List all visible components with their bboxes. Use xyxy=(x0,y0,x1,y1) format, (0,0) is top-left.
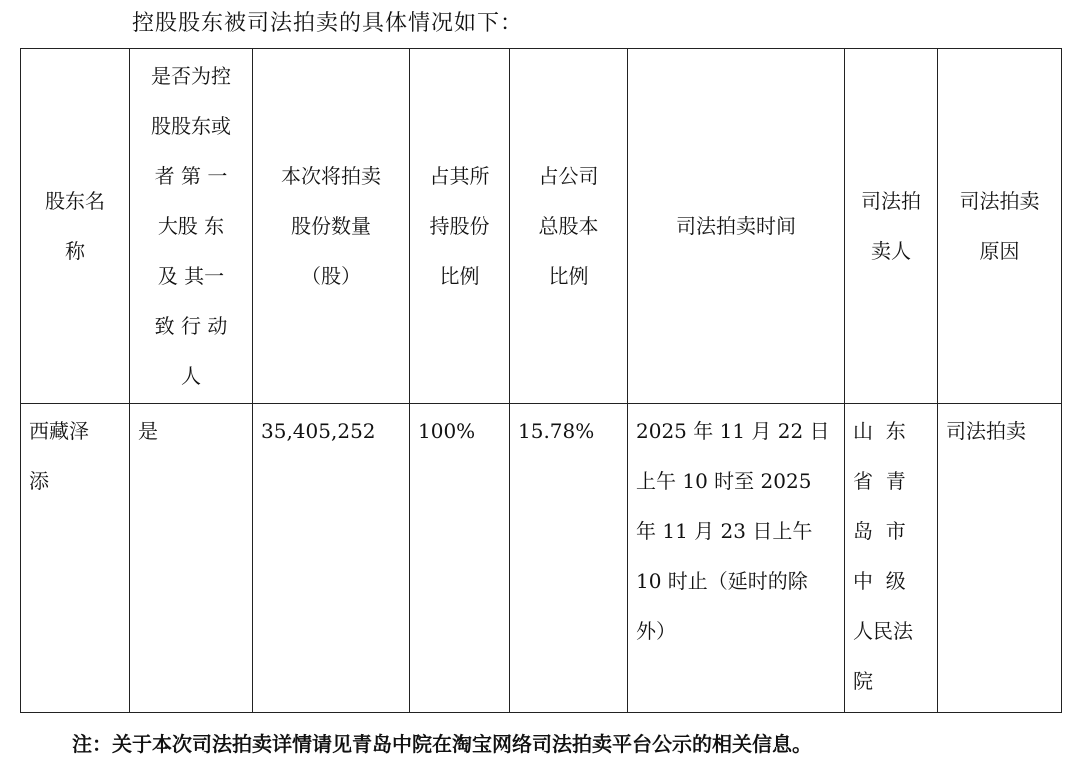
cell-text: 省 青 xyxy=(853,469,906,493)
cell-text: 比例 xyxy=(439,264,480,288)
cell-text: 股股东或 xyxy=(151,114,231,138)
cell-text: 称 xyxy=(65,239,85,263)
table-cell xyxy=(628,404,845,713)
cell-text: 总股本 xyxy=(538,214,599,238)
cell-text: 司法拍卖时间 xyxy=(676,214,796,238)
cell-text: 原因 xyxy=(979,239,1020,263)
header-cell xyxy=(130,49,253,404)
cell-text: 15.78% xyxy=(518,419,595,443)
cell-text: 岛 市 xyxy=(853,519,906,543)
cell-text: 司法拍卖 xyxy=(946,419,1026,443)
cell-text: 大股 东 xyxy=(157,214,225,238)
table-cell xyxy=(253,404,410,713)
cell-text: 致 行 动 xyxy=(154,314,228,338)
header-cell xyxy=(938,49,1062,404)
table-cell xyxy=(130,404,253,713)
section-title: 控股股东被司法拍卖的具体情况如下： xyxy=(132,11,524,36)
cell-text: 占其所 xyxy=(429,164,490,188)
cell-text: 山 东 xyxy=(853,419,906,443)
cell-text: 100% xyxy=(418,419,476,443)
header-cell xyxy=(628,49,845,404)
header-cell xyxy=(410,49,510,404)
cell-text: 股东名 xyxy=(45,189,105,213)
cell-text: 司法拍 xyxy=(861,189,921,213)
table-cell xyxy=(845,404,938,713)
cell-text: 本次将拍卖 xyxy=(281,164,381,188)
auction-table xyxy=(20,48,1062,713)
cell-text: （股） xyxy=(301,264,361,288)
cell-text: 持股份 xyxy=(429,214,490,238)
footnote: 注：关于本次司法拍卖详情请见青岛中院在淘宝网络司法拍卖平台公示的相关信息。 xyxy=(72,732,812,756)
cell-text: 外） xyxy=(636,619,676,643)
cell-text: 10 时止（延时的除 xyxy=(636,569,808,593)
cell-text: 比例 xyxy=(548,264,589,288)
cell-text: 是 xyxy=(138,419,158,443)
table-cell xyxy=(21,404,130,713)
header-row xyxy=(21,49,1062,404)
cell-text: 35,405,252 xyxy=(261,419,376,443)
table-row xyxy=(21,404,1062,713)
cell-text: 添 xyxy=(29,469,49,493)
header-cell xyxy=(845,49,938,404)
header-cell xyxy=(21,49,130,404)
table-cell xyxy=(510,404,628,713)
cell-text: 中 级 xyxy=(853,569,906,593)
cell-text: 人 xyxy=(181,364,201,388)
header-cell xyxy=(510,49,628,404)
cell-text: 占公司 xyxy=(538,164,599,188)
cell-text: 司法拍卖 xyxy=(959,189,1040,213)
header-cell xyxy=(253,49,410,404)
table-cell xyxy=(938,404,1062,713)
cell-text: 院 xyxy=(853,669,873,693)
cell-text: 股份数量 xyxy=(291,214,371,238)
cell-text: 者 第 一 xyxy=(154,164,228,188)
cell-text: 是否为控 xyxy=(151,64,231,88)
cell-text: 人民法 xyxy=(853,619,913,643)
cell-text: 2025 年 11 月 22 日 xyxy=(636,419,830,443)
cell-text: 上午 10 时至 2025 xyxy=(636,469,812,493)
cell-text: 卖人 xyxy=(871,239,911,263)
table-cell xyxy=(410,404,510,713)
cell-text: 及 其一 xyxy=(157,264,225,288)
cell-text: 西藏泽 xyxy=(29,419,89,443)
cell-text: 年 11 月 23 日上午 xyxy=(636,519,813,543)
